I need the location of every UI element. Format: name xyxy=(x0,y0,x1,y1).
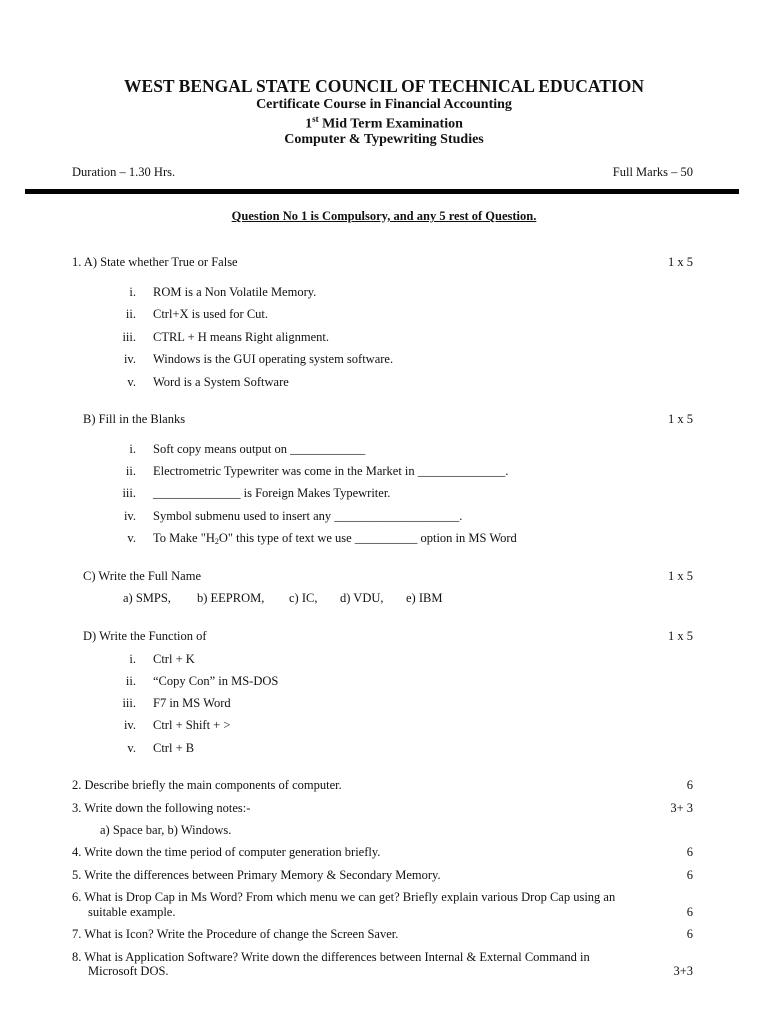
list-number: iv. xyxy=(123,352,136,366)
q1b-marks: 1 x 5 xyxy=(668,412,693,426)
list-item: Soft copy means output on ____________ xyxy=(153,442,366,456)
list-number: iv. xyxy=(123,509,136,523)
question-marks: 6 xyxy=(686,927,693,941)
question-marks: 6 xyxy=(686,845,693,859)
question: 7. What is Icon? Write the Procedure of change the Screen Saver. xyxy=(72,927,399,941)
exam-title xyxy=(0,114,768,133)
q1c-heading: C) Write the Full Name xyxy=(83,569,201,583)
list-item: Ctrl + K xyxy=(153,652,195,666)
course-title: Certificate Course in Financial Accounting xyxy=(256,97,512,112)
list-number: iii. xyxy=(122,486,136,500)
question: 5. Write the differences between Primary Memory & Secondary Memory. xyxy=(72,868,441,882)
q1a-marks: 1 x 5 xyxy=(668,255,693,269)
exam-title-rest: Mid Term Examination xyxy=(318,116,463,132)
q1c-marks: 1 x 5 xyxy=(668,569,693,583)
instruction: Question No 1 is Compulsory, and any 5 rest of Question. xyxy=(231,209,537,223)
list-item: Ctrl + Shift + > xyxy=(153,718,231,732)
list-number: iv. xyxy=(123,718,136,732)
question: 3. Write down the following notes:- xyxy=(72,801,251,815)
question-subitem: a) Space bar, b) Windows. xyxy=(100,823,232,837)
duration: Duration – 1.30 Hrs. xyxy=(72,165,176,179)
question: 2. Describe briefly the main components of computer. xyxy=(72,778,342,792)
list-item: Ctrl + B xyxy=(153,741,195,755)
question: 4. Write down the time period of computer generation briefly. xyxy=(72,845,381,859)
subject-title: Computer & Typewriting Studies xyxy=(284,132,484,147)
exam-ordinal: 1 xyxy=(305,116,313,132)
question-continuation: Microsoft DOS. xyxy=(88,964,169,978)
list-number: iii. xyxy=(122,696,136,710)
list-number: v. xyxy=(127,531,136,545)
exam-ordinal-suffix: st xyxy=(312,114,319,124)
list-number: ii. xyxy=(125,674,136,688)
question-marks: 3+ 3 xyxy=(670,801,693,815)
q1d-marks: 1 x 5 xyxy=(668,629,693,643)
full-name-item: c) IC, xyxy=(289,591,318,605)
list-item: Windows is the GUI operating system software. xyxy=(153,352,394,366)
q1b-heading: B) Fill in the Blanks xyxy=(83,412,186,426)
list-item-text: To Make "H xyxy=(153,531,215,545)
list-number: iii. xyxy=(122,330,136,344)
list-item: “Copy Con” in MS-DOS xyxy=(153,674,279,688)
question: 6. What is Drop Cap in Ms Word? From which menu we can get? Briefly explain various Drop Cap using an xyxy=(72,890,616,904)
council-title: WEST BENGAL STATE COUNCIL OF TECHNICAL EDUCATION xyxy=(124,76,644,96)
list-item xyxy=(153,531,517,546)
question-marks: 3+3 xyxy=(673,964,693,978)
list-item: CTRL + H means Right alignment. xyxy=(153,330,330,344)
full-name-item: b) EEPROM, xyxy=(197,591,265,605)
list-number: i. xyxy=(129,442,136,456)
full-name-item: a) SMPS, xyxy=(123,591,171,605)
list-number: v. xyxy=(127,375,136,389)
full-name-item: d) VDU, xyxy=(340,591,384,605)
list-item: Word is a System Software xyxy=(153,375,289,389)
full-marks: Full Marks – 50 xyxy=(612,165,693,179)
question-marks: 6 xyxy=(686,778,693,792)
list-number: i. xyxy=(129,652,136,666)
list-item: F7 in MS Word xyxy=(153,696,231,710)
list-item-text: O" this type of text we use __________ option in MS Word xyxy=(218,531,517,545)
question-marks: 6 xyxy=(686,905,693,919)
list-number: v. xyxy=(127,741,136,755)
list-item: Symbol submenu used to insert any ____________________. xyxy=(153,509,463,523)
list-item: ROM is a Non Volatile Memory. xyxy=(153,285,317,299)
list-number: ii. xyxy=(125,464,136,478)
question-marks: 6 xyxy=(686,868,693,882)
list-item: Ctrl+X is used for Cut. xyxy=(153,307,269,321)
list-item: ______________ is Foreign Makes Typewriter. xyxy=(153,486,391,500)
list-item: Electrometric Typewriter was come in the Market in ______________. xyxy=(153,464,509,478)
header-rule xyxy=(25,189,739,194)
subscript: 2 xyxy=(214,537,219,546)
full-name-item: e) IBM xyxy=(406,591,443,605)
q1d-heading: D) Write the Function of xyxy=(83,629,207,643)
list-number: ii. xyxy=(125,307,136,321)
question-continuation: suitable example. xyxy=(88,905,176,919)
list-number: i. xyxy=(129,285,136,299)
question: 8. What is Application Software? Write down the differences between Internal & External Command in xyxy=(72,950,590,964)
q1a-heading: 1. A) State whether True or False xyxy=(72,255,238,269)
